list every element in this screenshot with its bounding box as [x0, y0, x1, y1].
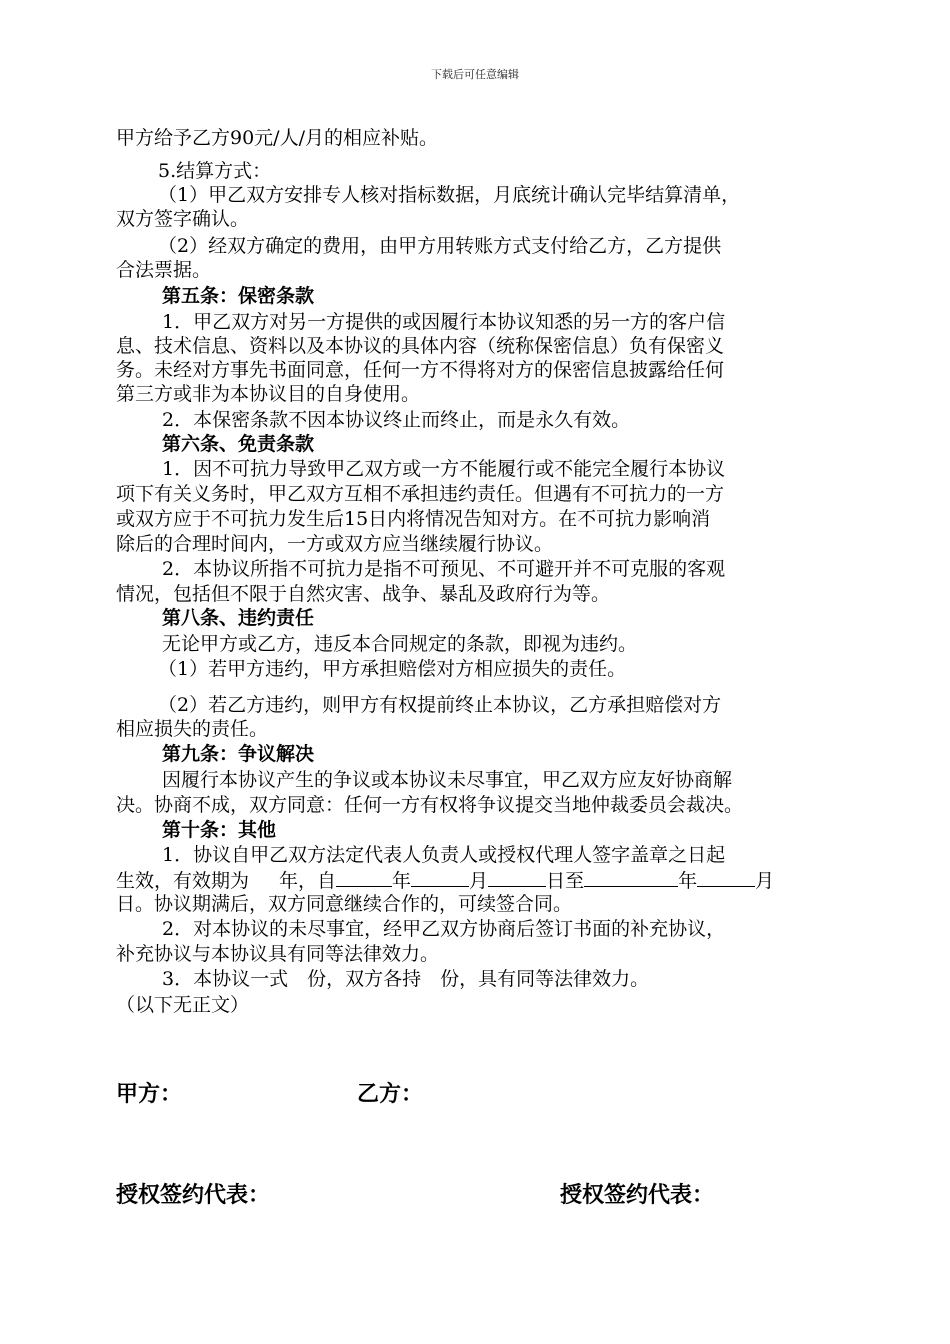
section-heading: 第五条：保密条款 — [162, 285, 315, 307]
body-line: （1）甲乙双方安排专人核对指标数据，月底统计确认完毕结算清单， — [158, 184, 741, 206]
blank-end-year[interactable] — [584, 867, 678, 887]
validity-text: 日至 — [546, 870, 585, 892]
body-line: 息、技术信息、资料以及本协议的具体内容（统称保密信息）负有保密义 — [116, 335, 725, 357]
body-line: 1．甲乙双方对另一方提供的或因履行本协议知悉的另一方的客户信 — [162, 311, 726, 333]
body-line: 或双方应于不可抗力发生后15日内将情况告知对方。在不可抗力影响消 — [116, 508, 711, 530]
section-heading: 第九条：争议解决 — [162, 743, 315, 765]
body-line: 双方签字确认。 — [116, 208, 250, 230]
party-b-signature-label: 乙方： — [357, 1082, 424, 1107]
validity-text: 月 — [755, 870, 775, 892]
page-header: 下载后可任意编辑 — [431, 68, 519, 81]
validity-text: 年，自 — [279, 870, 337, 892]
party-b-rep-label: 授权签约代表： — [560, 1183, 715, 1208]
blank-end-month[interactable] — [697, 867, 755, 887]
body-line: 项下有关义务时，甲乙双方互相不承担违约责任。但遇有不可抗力的一方 — [116, 483, 725, 505]
body-line: 务。未经对方事先书面同意，任何一方不得将对方的保密信息披露给任何 — [116, 359, 725, 381]
body-line: 1．因不可抗力导致甲乙双方或一方不能履行或不能完全履行本协议 — [162, 458, 726, 480]
validity-text: 月 — [469, 870, 489, 892]
body-line: 决。协商不成，双方同意：任何一方有权将争议提交当地仲裁委员会裁决。 — [116, 794, 744, 816]
body-line: 1．协议自甲乙双方法定代表人负责人或授权代理人签字盖章之日起 — [162, 844, 726, 866]
body-line: 2．本协议所指不可抗力是指不可预见、不可避开并不可克服的客观 — [162, 558, 726, 580]
body-line: 无论甲方或乙方，违反本合同规定的条款，即视为违约。 — [162, 633, 638, 655]
body-line: 补充协议与本协议具有同等法律效力。 — [116, 943, 440, 965]
body-line: 5.结算方式： — [158, 160, 272, 182]
body-line: 情况，包括但不限于自然灾害、战争、暴乱及政府行为等。 — [116, 583, 611, 605]
body-line: 除后的合理时间内，一方或双方应当继续履行协议。 — [116, 533, 554, 555]
body-line: 第三方或非为本协议目的自身使用。 — [116, 383, 421, 405]
validity-text: 生效，有效期为 — [116, 870, 250, 892]
validity-line — [116, 867, 838, 893]
body-line: （1）若甲方违约，甲方承担赔偿对方相应损失的责任。 — [158, 658, 627, 680]
body-line: 相应损失的责任。 — [116, 718, 269, 740]
body-line: 2．对本协议的未尽事宜，经甲乙双方协商后签订书面的补充协议， — [162, 918, 726, 940]
section-heading: 第十条：其他 — [162, 819, 277, 841]
body-line: 3．本协议一式 份，双方各持 份，具有同等法律效力。 — [162, 968, 650, 990]
body-line: 2．本保密条款不因本协议终止而终止，而是永久有效。 — [162, 409, 631, 431]
validity-text: 年 — [392, 870, 412, 892]
section-heading: 第六条、免责条款 — [162, 433, 315, 455]
body-line: 日。协议期满后，双方同意继续合作的，可续签合同。 — [116, 893, 573, 915]
section-heading: 第八条、违约责任 — [162, 607, 315, 629]
body-line: （2）经双方确定的费用，由甲方用转账方式支付给乙方，乙方提供 — [158, 235, 722, 257]
blank-year[interactable] — [336, 867, 392, 887]
party-a-rep-label: 授权签约代表： — [116, 1183, 271, 1208]
body-line: 合法票据。 — [116, 259, 212, 281]
body-line: 甲方给予乙方90元/人/月的相应补贴。 — [116, 127, 438, 149]
body-line: （以下无正文） — [116, 994, 250, 1016]
blank-day[interactable] — [488, 867, 546, 887]
validity-text: 年 — [678, 870, 698, 892]
blank-month[interactable] — [411, 867, 469, 887]
party-a-signature-label: 甲方： — [116, 1082, 183, 1107]
body-line: （2）若乙方违约，则甲方有权提前终止本协议，乙方承担赔偿对方 — [158, 694, 722, 716]
body-line: 因履行本协议产生的争议或本协议未尽事宜，甲乙双方应友好协商解 — [162, 769, 733, 791]
